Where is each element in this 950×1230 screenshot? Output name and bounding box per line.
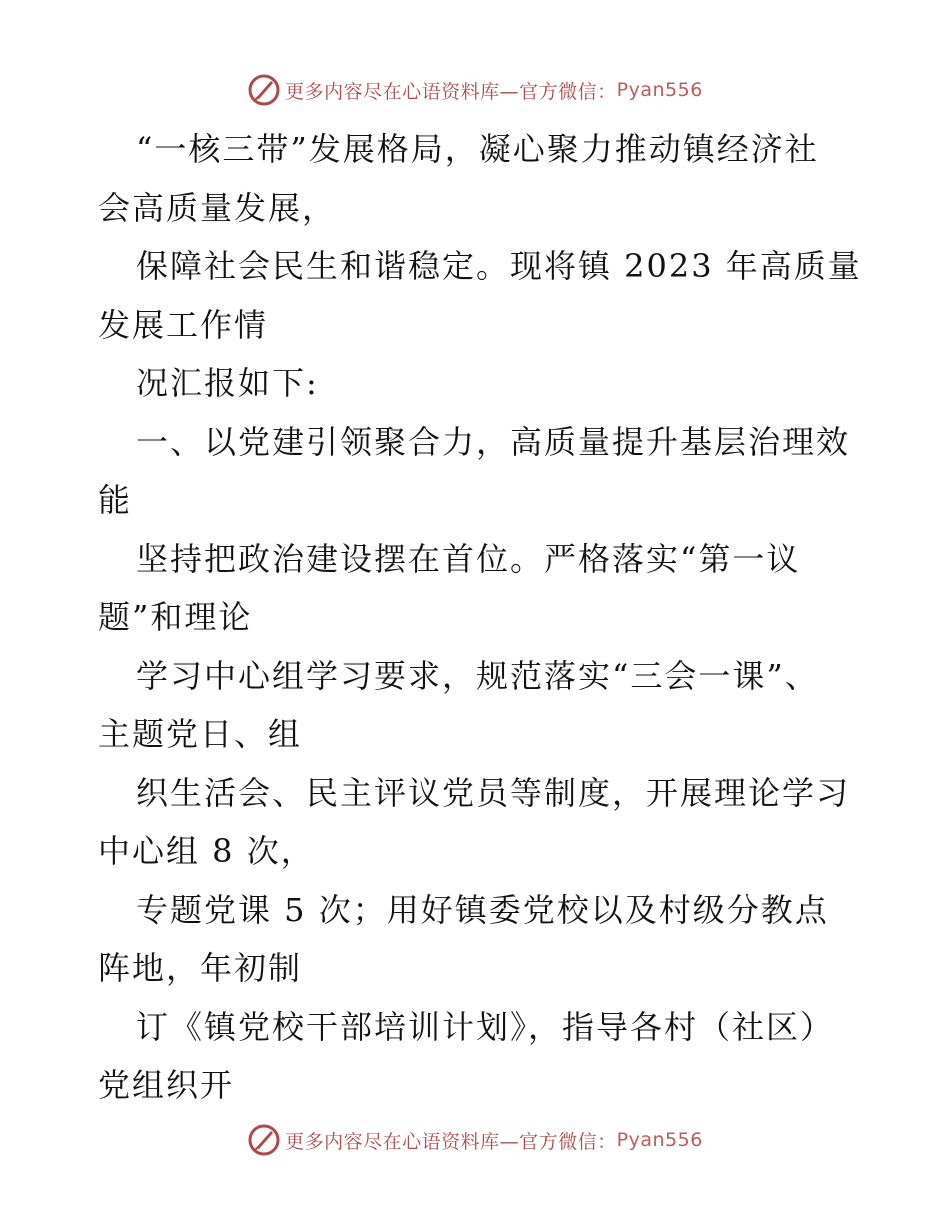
text-line: 题”和理论 [98,598,253,636]
section-heading-line: 一、以党建引领聚合力，高质量提升基层治理效 [136,422,851,461]
text-line: 专题党课 5 次；用好镇委党校以及村级分教点 [136,890,829,929]
text-line: 发展工作情 [98,305,269,344]
watermark-text: 更多内容尽在心语资料库—官方微信： [285,1130,617,1153]
text-line: 中心组 8 次， [98,832,315,870]
text-line: 党组织开 [98,1066,235,1104]
text-line: 织生活会、民主评议党员等制度，开展理论学习 [136,773,851,812]
watermark-handle: Pyan556 [616,1129,703,1151]
section-heading-line: 能 [98,481,133,519]
text-line: 坚持把政治建设摆在首位。严格落实“第一议 [136,539,801,578]
text-line: 会高质量发展， [98,188,337,227]
text-line: “一核三带”发展格局，凝心聚力推动镇经济社 [136,130,819,168]
watermark-footer [0,1120,950,1160]
quill-logo-icon [247,73,281,107]
text-line: 学习中心组学习要求，规范落实“三会一课”、 [136,656,819,695]
watermark-text: 更多内容尽在心语资料库—官方微信： [285,80,617,103]
text-line: 订《镇党校干部培训计划》，指导各村（社区） [136,1007,835,1046]
watermark-header [0,70,950,110]
watermark-handle: Pyan556 [616,79,703,101]
text-line: 保障社会民生和谐稳定。现将镇 2023 年高质量 [136,247,862,285]
text-line: 况汇报如下: [136,364,319,402]
text-line: 主题党日、组 [98,715,303,753]
text-line: 阵地，年初制 [98,949,303,987]
document-body [98,120,862,1115]
quill-logo-icon [247,1123,281,1157]
